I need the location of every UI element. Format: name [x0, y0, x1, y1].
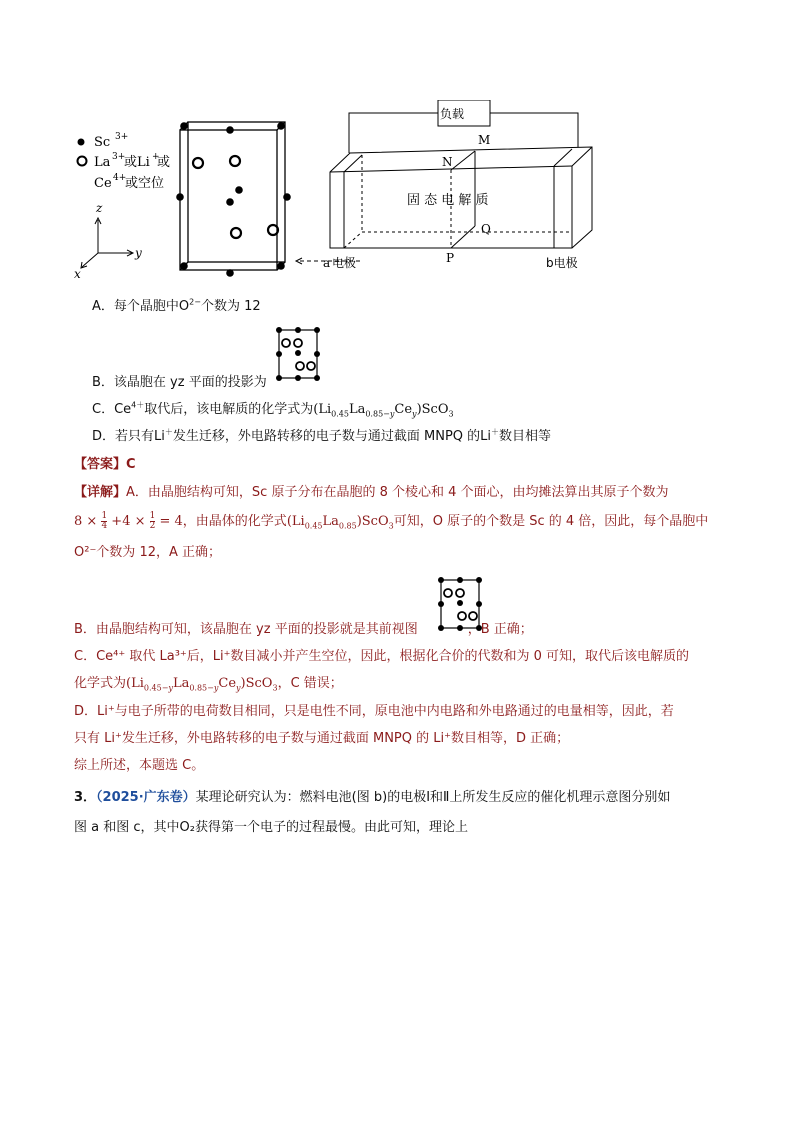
detail-line1-text: A．由晶胞结构可知，Sc 原子分布在晶胞的 8 个棱心和 4 个面心，由均摊法算出其原子个数为	[126, 485, 669, 500]
legend-ce-label: Ce	[94, 176, 112, 191]
question3-line1	[74, 787, 670, 809]
detail-b-text: B．由晶胞结构可知，该晶胞在 yz 平面的投影就是其前视图	[74, 622, 418, 637]
question3-text1: 某理论研究认为：燃料电池(图 b)的电极Ⅰ和Ⅱ上所发生反应的催化机理示意图分别如	[195, 790, 671, 805]
crystal-battery-figure	[60, 100, 600, 295]
legend-sc-label: Sc	[94, 135, 111, 150]
legend-sc-charge: 3+	[115, 132, 129, 142]
legend-vacancy: 或空位	[125, 176, 165, 191]
answer-label: 【答案】C	[74, 457, 136, 472]
label-q: Q	[481, 222, 491, 236]
option-d-pre: D．若只有Li	[92, 429, 165, 444]
legend-la-label: La	[94, 155, 111, 170]
option-b	[92, 374, 267, 392]
legend-ce-charge: 4+	[113, 173, 127, 183]
axis-x-label: x	[74, 267, 81, 281]
option-c-pre: C．Ce	[92, 402, 132, 417]
option-c-formula: $(Li_{0.45}La_{0.85-y}Ce_y)ScO_3$	[313, 402, 454, 419]
option-a	[92, 298, 261, 316]
question3-line2: 图 a 和图 c，其中O₂获得第一个电子的过程最慢。由此可知，理论上	[74, 820, 468, 835]
option-a-sup: 2−	[189, 297, 201, 307]
detail-line2: 8 × $\frac{1}{4}$ +4 × $\frac{1}{2}$ = 4，由晶体的化学式$(Li_{0.45}La_{0.85})ScO_3$可知，O 原子的个数是 Sc 的 4 倍，因此，每个晶胞中	[74, 511, 709, 531]
a-electrode-label: 电极	[332, 256, 357, 270]
yz-projection-image	[274, 324, 324, 384]
detail-line-c1: C．Ce⁴⁺ 取代 La³⁺后，Li⁺数目减小并产生空位，因此，根据化合价的代数和为 0 可知，取代后该电解质的	[74, 649, 690, 664]
detail-c2-tail: ，C 错误；	[277, 676, 343, 691]
legend-li-label: 或Li	[124, 155, 150, 170]
axis-z-label: z	[96, 201, 103, 215]
question3-number: 3．	[74, 790, 97, 805]
electrolyte-label: 固 态 电 解 质	[407, 193, 489, 208]
legend-la-circle	[78, 157, 87, 166]
detail-line-d1: D．Li⁺与电子所带的电荷数目相同，只是电性不同，原电池中内电路和外电路通过的电量相等，因此，若	[74, 704, 674, 719]
detail-line3: O²⁻个数为 12，A 正确；	[74, 545, 222, 560]
detail-b-tail: ，B 正确；	[467, 622, 533, 637]
detail-summary: 综上所述，本题选 C。	[74, 758, 205, 773]
detail-math: 8 × $\frac{1}{4}$ +4 × $\frac{1}{2}$ = 4	[74, 511, 183, 531]
label-p: P	[446, 251, 455, 265]
detail-c2-pre: 化学式为	[74, 676, 127, 691]
axis-y-label: y	[135, 246, 142, 260]
option-c-mid: 取代后，该电解质的化学式为	[144, 402, 314, 417]
figure-svg	[60, 100, 600, 295]
option-d-sup1: ＋	[164, 427, 173, 437]
question3-source: （2025·广东卷）	[96, 790, 196, 805]
detail-line-d2: 只有 Li⁺发生迁移，外电路转移的电子数与通过截面 MNPQ 的 Li⁺数目相等，D 正确；	[74, 731, 570, 746]
a-electrode-prefix: a	[323, 256, 331, 270]
detail-line1	[74, 483, 669, 503]
legend-li-charge: +	[152, 152, 160, 162]
unit-cell	[176, 122, 291, 277]
option-a-tail: 个数为 12	[200, 299, 261, 314]
battery	[330, 100, 592, 248]
b-electrode-label: b电极	[546, 256, 578, 270]
option-d-tail: 数目相等	[499, 429, 552, 444]
label-m: M	[478, 133, 491, 147]
detail-c2-formula: $(Li_{0.45-y}La_{0.85-y}Ce_y)ScO_3$	[126, 676, 278, 693]
legend-or: 或	[157, 155, 171, 170]
load-label: 负载	[440, 107, 465, 121]
option-d-sup2: ＋	[491, 427, 500, 437]
option-c	[92, 401, 454, 419]
detail-line-c2	[74, 674, 343, 694]
option-d	[92, 428, 551, 446]
label-n: N	[442, 155, 453, 169]
option-b-text: B．该晶胞在 yz 平面的投影为	[92, 375, 267, 390]
axes-icon	[81, 218, 133, 268]
option-d-mid: 发生迁移，外电路转移的电子数与通过截面 MNPQ 的Li	[172, 429, 492, 444]
legend-sc-dot	[78, 139, 85, 146]
detail-label: 【详解】	[74, 485, 127, 500]
option-a-text: A．每个晶胞中O	[92, 299, 190, 314]
legend-la-charge: 3+	[112, 152, 126, 162]
detail-line-b	[74, 620, 533, 640]
option-c-sup: 4＋	[131, 400, 145, 410]
